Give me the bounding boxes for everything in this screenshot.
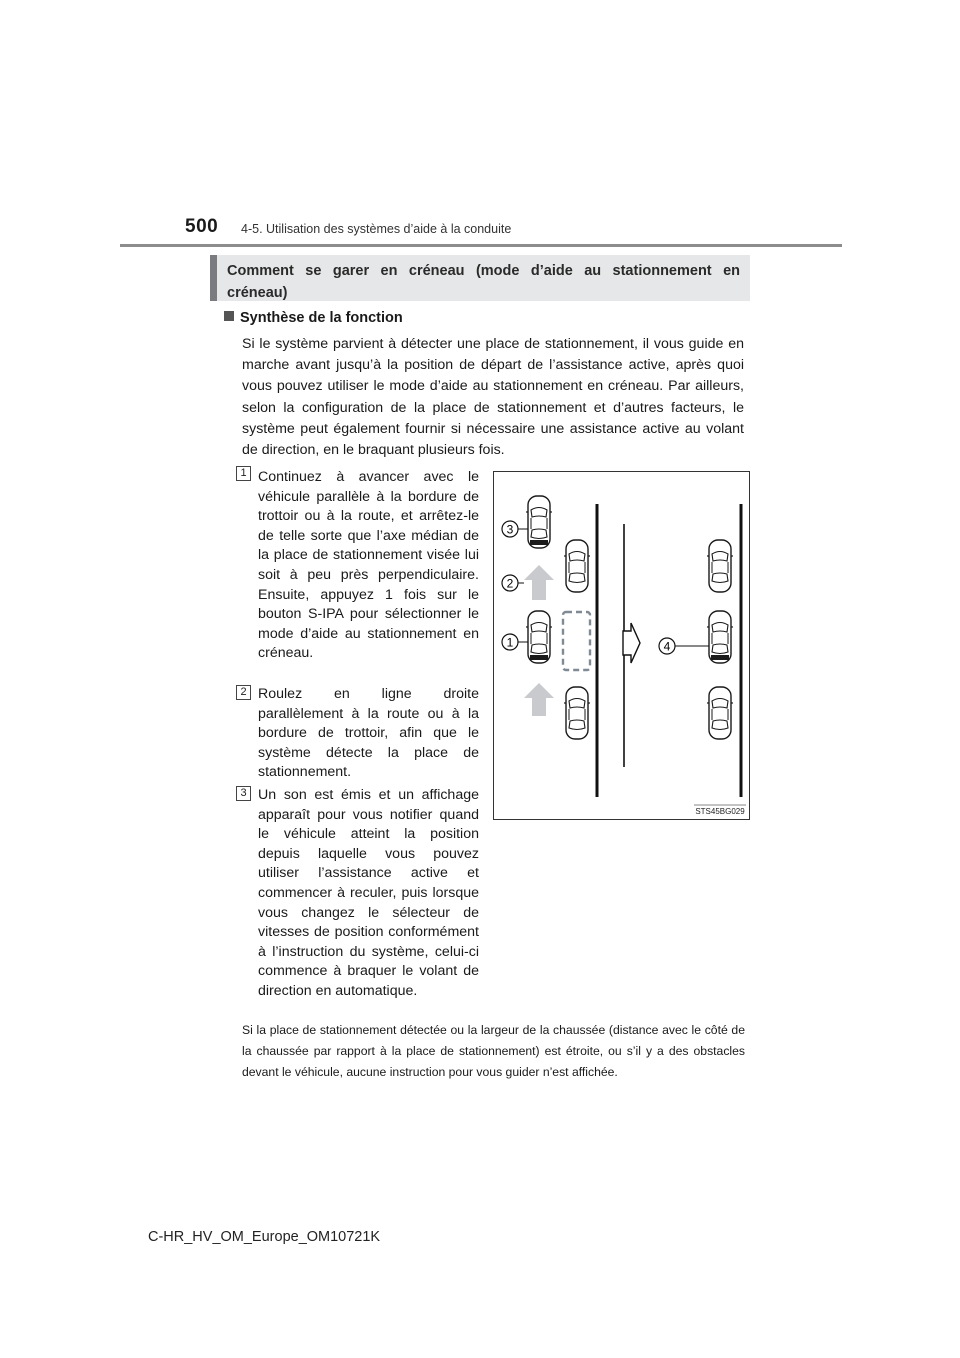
callout-2-label: 2 <box>506 576 514 591</box>
callout-3-label: 3 <box>506 522 514 537</box>
callout-1-label: 1 <box>506 635 514 650</box>
document-code: C-HR_HV_OM_Europe_OM10721K <box>148 1229 381 1245</box>
step-2-text: Roulez en ligne droite parallèlement à la route ou à la bordure de trottoir, afin que le système détecte la place de stationnement. <box>258 686 479 781</box>
callout-1 <box>502 634 518 650</box>
page-number: 500 <box>185 216 219 237</box>
callout-2 <box>502 575 518 591</box>
step-3-number: 3 <box>236 786 251 801</box>
callout-4 <box>659 638 675 654</box>
step-1-text: Continuez à avancer avec le véhicule parallèle à la bordure de trottoir ou à la route, et arrêtez-le de telle sorte que l’axe médian de la place de stationnement visée lui soit à peu près perpendiculaire. Ensuite, appuyez 1 fois sur le bouton S-IPA pour sélectionner le mode d’aide au stationnement en créneau. <box>258 469 479 662</box>
subsection-title: Synthèse de la fonction <box>240 310 403 326</box>
transition-arrow-icon <box>623 623 640 663</box>
vehicle-position-3-icon <box>526 496 552 548</box>
parked-car-icon <box>564 540 590 592</box>
section-title: Comment se garer en créneau (mode d’aide au stationnement en créneau) <box>227 263 740 301</box>
step-3-text: Un son est émis et un affichage apparaît pour vous notifier quand le véhicule atteint la position depuis laquelle vous pouvez utiliser l’assistance active et commencer à reculer, puis lorsque vous changez le sélecteur de vitesses de position conformément à l’instruction du système, celui-ci commence à braquer le volant de direction en automatique. <box>258 787 479 999</box>
subsection-heading <box>224 310 403 326</box>
step-2-number: 2 <box>236 685 251 700</box>
parked-car-icon <box>707 540 733 592</box>
header-divider <box>120 244 842 247</box>
square-bullet-icon <box>224 311 234 321</box>
step-1-number: 1 <box>236 466 251 481</box>
parked-car-icon <box>707 687 733 739</box>
callout-4-label: 4 <box>663 639 671 654</box>
parking-space-outline <box>563 612 590 670</box>
vehicle-position-4-icon <box>707 611 733 663</box>
forward-arrow-icon <box>524 683 554 716</box>
figure-code: STS45BG029 <box>695 807 745 816</box>
section-heading-box <box>210 255 750 301</box>
intro-paragraph: Si le système parvient à détecter une place de stationnement, il vous guide en marche avant jusqu’à la position de départ de l’assistance active, après quoi vous pouvez utiliser le mode d’aide au stationnement en créneau. Par ailleurs, selon la configuration de la place de stationnement et d’autres facteurs, le système peut également fournir si nécessaire une assistance active au volant de direction, en le braquant plusieurs fois. <box>242 336 744 459</box>
chapter-title: 4-5. Utilisation des systèmes d’aide à la conduite <box>241 222 512 236</box>
callout-3 <box>502 521 518 537</box>
forward-arrow-icon <box>524 565 554 600</box>
parking-diagram <box>493 471 750 820</box>
vehicle-position-1-icon <box>526 611 552 663</box>
note-paragraph: Si la place de stationnement détectée ou la largeur de la chaussée (distance avec le côté de la chaussée par rapport à la place de stationnement) est étroite, ou s’il y a des obstacles devant le véhicule, aucune instruction pour vous guider n’est affichée. <box>242 1023 745 1079</box>
parked-car-icon <box>564 687 590 739</box>
